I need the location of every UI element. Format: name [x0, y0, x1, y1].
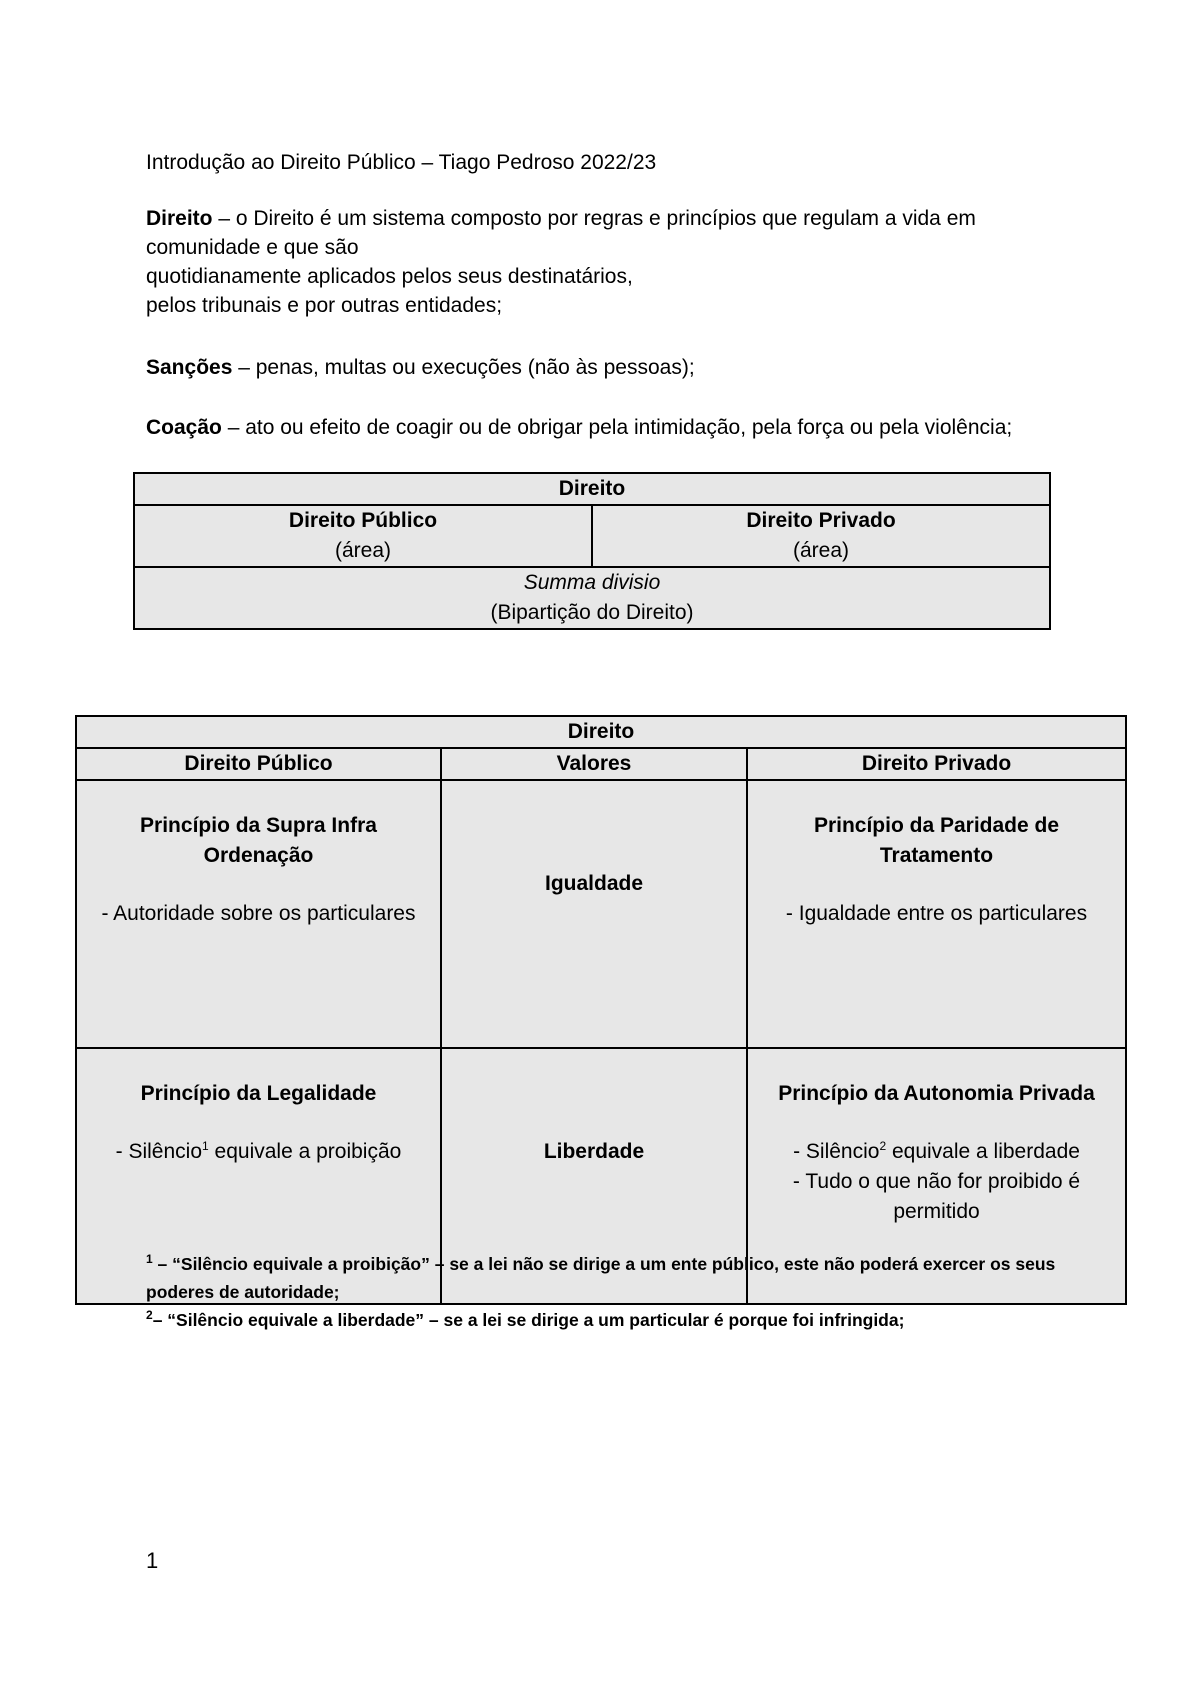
term-sancoes: Sanções: [146, 356, 233, 379]
definition-sancoes-text: – penas, multas ou execuções (não às pessoas);: [232, 356, 695, 379]
table1-direito-publico-title: Direito Público: [288, 509, 438, 532]
table1-direito-privado-cell: [592, 505, 1050, 567]
principles-table: [75, 715, 1127, 1305]
definition-direito: [146, 204, 1076, 320]
principle-legalidade-text: - Silêncio$^1$ equivale a proibição: [115, 1139, 402, 1163]
footnote-ref-1: 1: [202, 1139, 209, 1153]
footnote-2: $^2$– “Silêncio equivale a liberdade” – se a lei se dirige a um particular é porque foi infringida;: [146, 1308, 905, 1330]
principle-supra-infra-ordenacao: Princípio da Supra Infra Ordenação: [140, 814, 377, 867]
principle-paridade-text: - Igualdade entre os particulares: [785, 902, 1088, 925]
definition-direito-line3: pelos tribunais e por outras entidades;: [146, 294, 503, 317]
principle-autonomia-privada: Princípio da Autonomia Privada: [778, 1082, 1095, 1105]
table1-summa-divisio: Summa divisio: [523, 571, 661, 594]
table1-bipartition: (Bipartição do Direito): [490, 601, 694, 624]
definition-direito-line2: quotidianamente aplicados pelos seus destinatários,: [146, 265, 633, 288]
table1-direito-publico-cell: [134, 505, 592, 567]
term-coacao: Coação: [146, 416, 222, 439]
footnote-1: $^1$ – “Silêncio equivale a proibição” – se a lei não se dirige a um ente público, este não poderá exercer os seus poderes de autoridade;: [146, 1252, 1056, 1302]
table1-header: Direito: [134, 473, 1050, 505]
summa-divisio-table: [133, 472, 1051, 630]
principle-legalidade: Princípio da Legalidade: [140, 1082, 377, 1105]
value-liberdade: Liberdade: [441, 1048, 747, 1304]
principle-supra-infra-text: - Autoridade sobre os particulares: [101, 902, 416, 925]
definition-sancoes: [146, 353, 1076, 382]
document-title: Introdução ao Direito Público – Tiago Pedroso 2022/23: [146, 151, 657, 174]
table2-row1-privado: [747, 780, 1126, 1048]
table1-direito-privado-title: Direito Privado: [746, 509, 896, 532]
table2-row1-publico: [76, 780, 441, 1048]
table1-summa-divisio-cell: [134, 567, 1050, 629]
footnotes: [146, 1250, 1076, 1334]
table2-header: Direito: [76, 716, 1126, 748]
principle-autonomia-text2: - Tudo o que não for proibido é permitido: [792, 1170, 1081, 1223]
page-number: 1: [146, 1548, 159, 1573]
table2-col-direito-privado: Direito Privado: [747, 748, 1126, 780]
principle-autonomia-text: - Silêncio$^2$ equivale a liberdade: [793, 1139, 1080, 1163]
principle-paridade-tratamento: Princípio da Paridade de Tratamento: [813, 814, 1060, 867]
value-igualdade: Igualdade: [441, 780, 747, 1048]
table1-direito-privado-sub: (área): [792, 539, 850, 562]
footnote-ref-2: 2: [879, 1139, 887, 1153]
term-direito: Direito: [146, 207, 213, 230]
definition-direito-line1: – o Direito é um sistema composto por regras e princípios que regulam a vida em comunidade e que são: [146, 207, 976, 259]
definition-coacao: [146, 413, 1076, 442]
table1-direito-publico-sub: (área): [334, 539, 392, 562]
definition-coacao-text: – ato ou efeito de coagir ou de obrigar pela intimidação, pela força ou pela violência;: [221, 416, 1013, 439]
table2-col-valores: Valores: [441, 748, 747, 780]
table2-col-direito-publico: Direito Público: [76, 748, 441, 780]
